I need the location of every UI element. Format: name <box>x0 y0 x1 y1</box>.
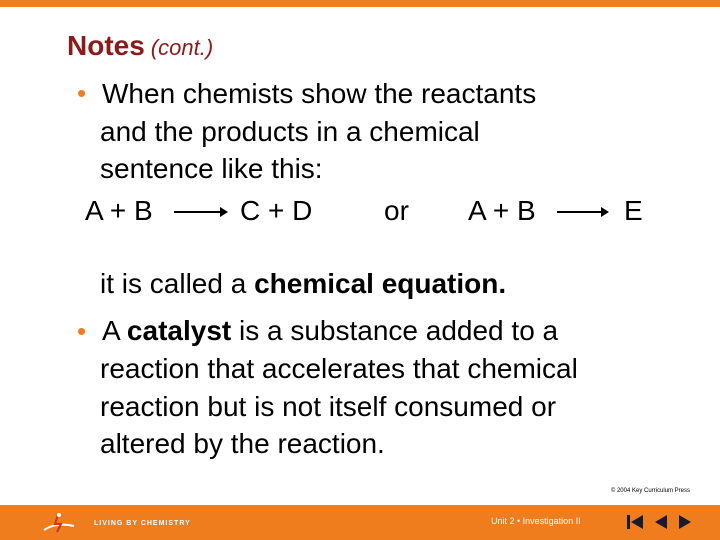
logo-text: LIVING BY CHEMISTRY <box>94 520 191 527</box>
equation-caption-term: chemical equation. <box>254 268 507 299</box>
title-main: Notes <box>67 30 145 61</box>
bullet2-term: catalyst <box>126 315 232 346</box>
equation-right-2: E <box>624 195 643 226</box>
copyright-text: © 2004 Key Curriculum Press <box>610 488 690 494</box>
nav-next-button[interactable] <box>676 514 694 530</box>
nav-prev-button[interactable] <box>652 514 670 530</box>
next-icon <box>676 514 694 530</box>
unit-label: Unit 2 • Investigation II <box>491 516 581 526</box>
title-sub: (cont.) <box>150 35 214 60</box>
nav-first-button[interactable] <box>626 514 644 530</box>
page-title <box>67 30 213 62</box>
equation-right-1: C + D <box>240 195 313 226</box>
equation-left-2: A + B <box>468 195 536 226</box>
bullet1-line1: When chemists show the reactants <box>102 78 537 109</box>
equation-caption-prefix: it is called a <box>100 268 255 299</box>
bullet2-line3: reaction but is not itself consumed or <box>100 391 557 422</box>
prev-icon <box>652 514 670 530</box>
bullet2-prefix: A <box>102 315 127 346</box>
reaction-arrow-1 <box>174 211 226 213</box>
bullet-marker: • <box>77 78 87 108</box>
bullet2-line1 <box>102 315 558 347</box>
reaction-arrow-2 <box>557 211 607 213</box>
bullet1-line2: and the products in a chemical <box>100 116 480 147</box>
skip-first-icon <box>626 514 644 530</box>
bullet1-line3: sentence like this: <box>100 153 323 184</box>
bullet2-line2: reaction that accelerates that chemical <box>100 353 578 384</box>
bullet2-suffix: is a substance added to a <box>231 315 559 346</box>
living-by-chemistry-logo-icon <box>42 512 76 534</box>
equation-or: or <box>384 195 409 226</box>
equation-left-1: A + B <box>85 195 153 226</box>
top-accent-bar <box>0 0 720 7</box>
bullet2-line4: altered by the reaction. <box>100 428 385 459</box>
equation-caption <box>100 268 506 300</box>
bullet-marker: • <box>77 316 87 346</box>
